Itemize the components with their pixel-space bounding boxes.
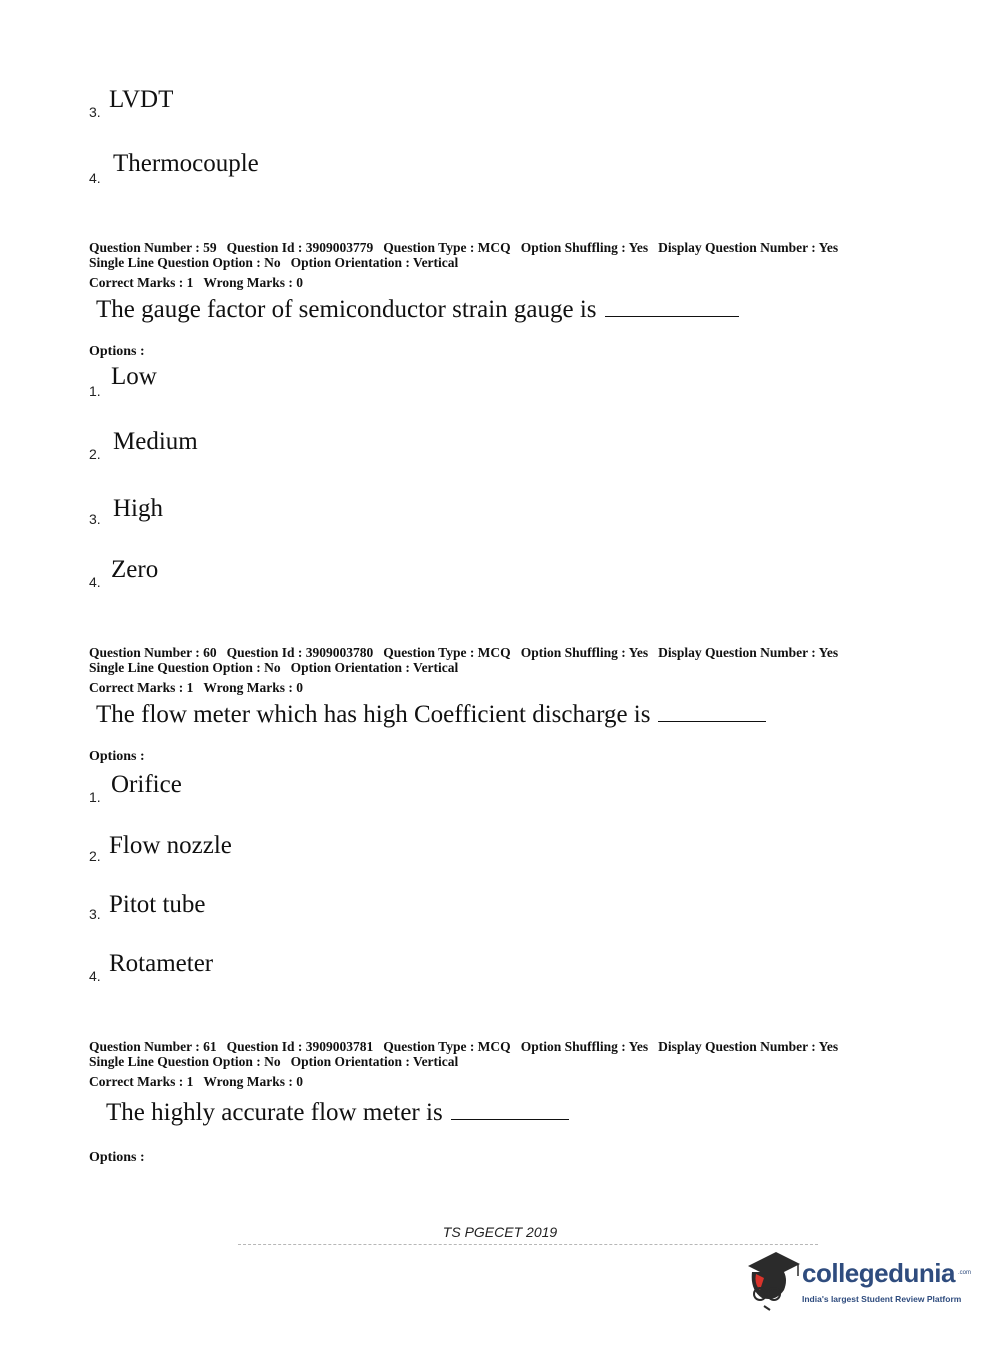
- question-meta: [89, 1039, 848, 1089]
- question-meta: [89, 240, 848, 290]
- meta-line-2: Single Line Question Option : No Option Orientation : Vertical: [89, 255, 459, 270]
- options-label: Options :: [89, 344, 145, 359]
- option-number: 3.: [89, 906, 101, 922]
- question-text: The gauge factor of semiconductor strain gauge is: [96, 296, 739, 324]
- option-text: High: [113, 495, 163, 522]
- question-text: The highly accurate flow meter is: [106, 1099, 569, 1127]
- meta-line-1: Question Number : 61 Question Id : 3909003781 Question Type : MCQ Option Shuffling : Yes Display Question Number : Yes: [89, 1039, 839, 1054]
- meta-line-3: Correct Marks : 1 Wrong Marks : 0: [89, 1074, 303, 1089]
- meta-line-3: Correct Marks : 1 Wrong Marks : 0: [89, 275, 303, 290]
- option-number: 1.: [89, 383, 101, 399]
- option-text: Thermocouple: [113, 150, 259, 177]
- collegedunia-logo: [742, 1250, 972, 1320]
- logo-suffix: .com: [958, 1270, 972, 1276]
- option-number: 4.: [89, 574, 101, 590]
- option-text: Flow nozzle: [109, 832, 232, 859]
- option-text: Pitot tube: [109, 891, 206, 918]
- question-text: The flow meter which has high Coefficient discharge is: [96, 701, 766, 729]
- answer-blank: [451, 1099, 569, 1120]
- answer-blank: [605, 296, 739, 317]
- option-text: Zero: [111, 556, 159, 583]
- meta-line-1: Question Number : 60 Question Id : 3909003780 Question Type : MCQ Option Shuffling : Yes Display Question Number : Yes: [89, 645, 839, 660]
- logo-name: collegedunia: [802, 1258, 955, 1288]
- answer-blank: [658, 701, 766, 722]
- option-number: 4.: [89, 968, 101, 984]
- option-text: Orifice: [111, 771, 182, 798]
- logo-tagline: India's largest Student Review Platform: [802, 1294, 962, 1304]
- option-number: 1.: [89, 789, 101, 805]
- question-meta: [89, 645, 848, 695]
- option-text: Medium: [113, 428, 198, 455]
- option-number: 3.: [89, 104, 101, 120]
- option-number: 4.: [89, 170, 101, 186]
- option-text: LVDT: [109, 86, 174, 113]
- footer-exam-title: TS PGECET 2019: [442, 1224, 558, 1240]
- footer-divider: [238, 1244, 818, 1245]
- graduate-mascot-icon: [742, 1250, 800, 1316]
- option-text: Rotameter: [109, 950, 214, 977]
- option-number: 3.: [89, 511, 101, 527]
- option-number: 2.: [89, 848, 101, 864]
- options-label: Options :: [89, 749, 145, 764]
- options-label: Options :: [89, 1150, 145, 1165]
- meta-line-3: Correct Marks : 1 Wrong Marks : 0: [89, 680, 303, 695]
- option-text: Low: [111, 363, 157, 390]
- meta-line-1: Question Number : 59 Question Id : 3909003779 Question Type : MCQ Option Shuffling : Yes Display Question Number : Yes: [89, 240, 839, 255]
- option-number: 2.: [89, 446, 101, 462]
- meta-line-2: Single Line Question Option : No Option Orientation : Vertical: [89, 660, 459, 675]
- meta-line-2: Single Line Question Option : No Option Orientation : Vertical: [89, 1054, 459, 1069]
